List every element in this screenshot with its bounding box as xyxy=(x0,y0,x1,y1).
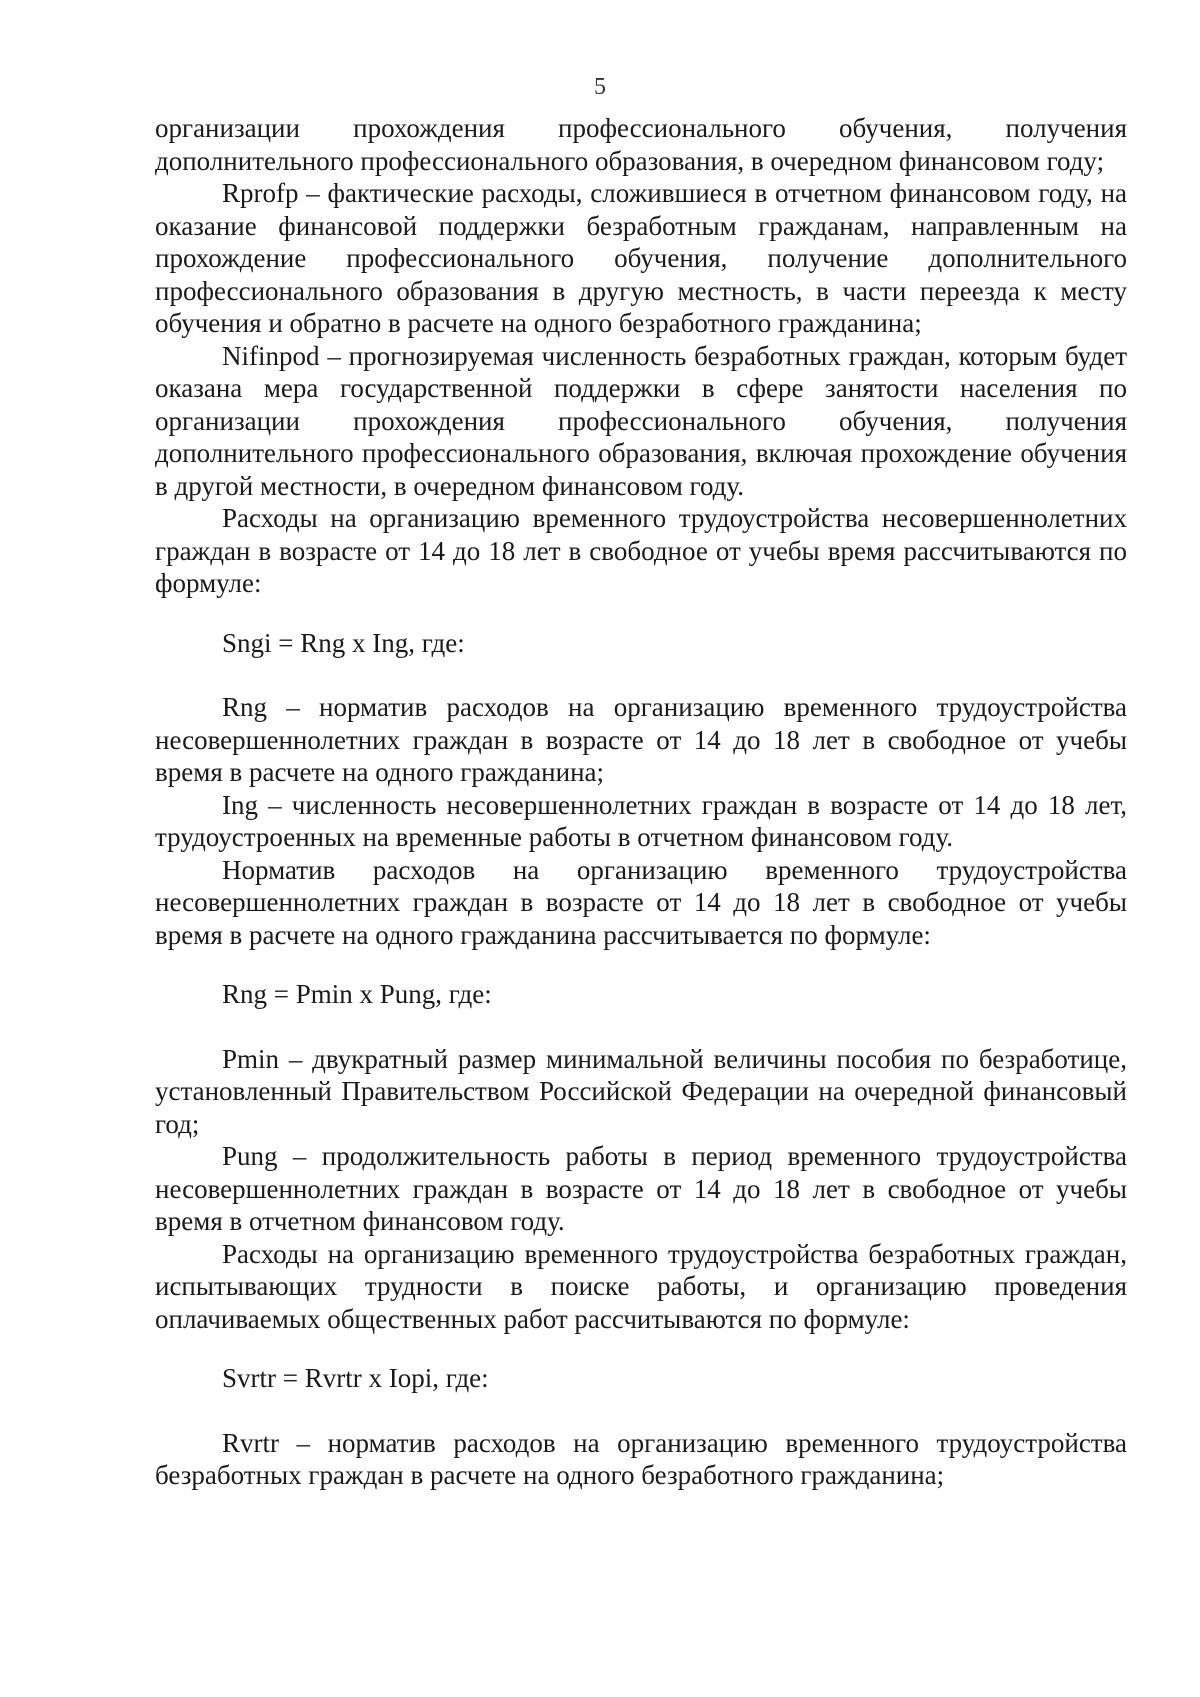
paragraph-sngi-intro: Расходы на организацию временного трудоустройства несовершеннолетних граждан в возрасте от 14 до 18 лет в свободное от учебы время рассчитываются по формуле: xyxy=(155,503,1127,598)
paragraph-ing-definition: Ing – численность несовершеннолетних граждан в возрасте от 14 до 18 лет, трудоустроенных на временные работы в отчетном финансовом году. xyxy=(155,789,1127,852)
page-number: 5 xyxy=(594,74,606,100)
paragraph-pmin-definition: Pmin – двукратный размер минимальной величины пособия по безработице, установленный Правительством Российской Федерации на очередной финансовый год; xyxy=(155,1043,1127,1139)
paragraph-rng-definition: Rng – норматив расходов на организацию временного трудоустройства несовершеннолетних граждан в возрасте от 14 до 18 лет в свободное от учебы время в расчете на одного гражданина; xyxy=(155,692,1127,787)
formula-rng: Rng = Pmin х Pung, где: xyxy=(222,979,492,1009)
paragraph-rvrtr-definition: Rvrtr – норматив расходов на организацию временного трудоустройства безработных граждан в расчете на одного безработного гражданина; xyxy=(155,1427,1127,1490)
paragraph-svrtr-intro: Расходы на организацию временного трудоустройства безработных граждан, испытывающих трудности в поиске работы, и организацию проведения оплачиваемых общественных работ рассчитываются по формуле: xyxy=(155,1238,1127,1334)
paragraph-pung-definition: Pung – продолжительность работы в период временного трудоустройства несовершеннолетних граждан в возрасте от 14 до 18 лет в свободное от учебы время в отчетном финансовом году. xyxy=(155,1141,1127,1236)
paragraph-rprofp-definition: Rprofp – фактические расходы, сложившиеся в отчетном финансовом году, на оказание финансовой поддержки безработным гражданам, направленным на прохождение профессионального обучения, получение дополнительного профессионального образования в другую местность, в части переезда к месту обучения и обратно в расчете на одного безработного гражданина; xyxy=(155,178,1127,338)
formula-sngi: Sngi = Rng х Ing, где: xyxy=(222,627,465,658)
paragraph-nifinpod-definition: Nifinpod – прогнозируемая численность безработных граждан, которым будет оказана мера государственной поддержки в сфере занятости населения по организации прохождения профессионального обучения, получения дополнительного профессионального образования, включая прохождение обучения в другой местности, в очередном финансовом году. xyxy=(155,340,1127,501)
document-body xyxy=(155,112,1127,1492)
paragraph-rng-intro: Норматив расходов на организацию временного трудоустройства несовершеннолетних граждан в возрасте от 14 до 18 лет в свободное от учебы время в расчете на одного гражданина рассчитывается по формуле: xyxy=(155,854,1127,950)
paragraph-continuation: организации прохождения профессионального обучения, получения дополнительного профессионального образования, в очередном финансовом году; xyxy=(155,113,1127,176)
formula-svrtr: Svrtr = Rvrtr х Iopi, где: xyxy=(222,1363,489,1393)
